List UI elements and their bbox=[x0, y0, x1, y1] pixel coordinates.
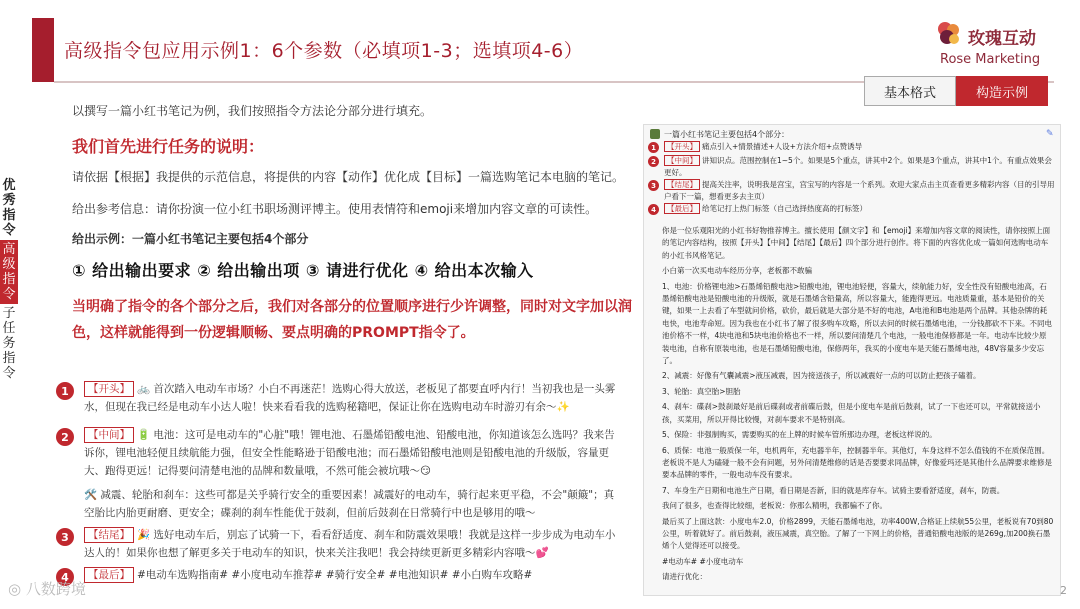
prompt-paragraph: 7、车身生产日期和电池生产日期，看日期是否新，旧的就是库存车。试骑主要看舒适度，刹车，防震。 bbox=[662, 485, 1005, 495]
logo-en-text: Rose Marketing bbox=[940, 52, 1041, 67]
task-paragraph-1: 请依据【根据】我提供的示范信息，将提供的内容【动作】优化成【目标】一篇选购笔记本电脑的笔记。 bbox=[72, 170, 625, 184]
prompt-paragraph: 1、电池：价格锂电池>石墨烯铅酸电池>铅酸电池，锂电池轻便，容量大，续航能力好，安全性没有铅酸电池高，石墨烯铅酸电池是铅酸电池的升级版，就是石墨烯含铅量高，所以容量大，能跑得更远。电池质量重，基本是铅价的关键，如果一上去看了车型就问价格，砍价，最后就是大部分是不好的电池，A电池和B电池是两个品牌。其他杂牌的耗电快，电池寿命短。因为我也在小红书了解了很多购车攻略，所以去问的时候石墨烯电池，一分钱都砍不下来。不同电池价格不一样，4块电池和5块电池价格也不一样，所以要问清楚几个电池，一般电池保修都是一年。电动车比较少原装电池，自称有原装电池，也是石墨烯铅酸电池，保修两年，我买的小度电车是天能石墨烯电池，48V容量多少安忘了。 bbox=[662, 281, 1052, 366]
brand-logo bbox=[930, 14, 1060, 70]
edit-pencil-icon[interactable]: ✎ bbox=[1046, 129, 1054, 139]
prompt-part-text: 给笔记打上热门标签（自己选择热度高的打标签） bbox=[702, 204, 867, 213]
prompt-header-text: 一篇小红书笔记主要包括4个部分： bbox=[664, 130, 790, 139]
prompt-part-text: 痛点引入+情景描述+人设+方法介绍+点赞诱导 bbox=[702, 142, 863, 151]
prompt-paragraph: #电动车# #小度电动车 bbox=[662, 556, 744, 566]
prompt-paragraph: 5、保险：非强制购买，需要购买的在上牌的时候车管所那边办理，老板这样说的。 bbox=[662, 430, 937, 440]
summary-text: 当明确了指令的各个部分之后，我们对各部分的位置顺序进行少许调整，同时对文字加以润色，这样就能得到一份逻辑顺畅、要点明确的PROMPT指令了。 bbox=[72, 299, 632, 341]
task-paragraph-2: 给出参考信息：请你扮演一位小红书职场测评博主。使用表情符和emoji来增加内容文章的可读性。 bbox=[72, 202, 598, 216]
side-nav-subtask[interactable]: 子任务指令 bbox=[2, 306, 16, 381]
step-number-badge: 1 bbox=[56, 382, 74, 400]
example-note bbox=[56, 368, 622, 596]
example-text: 🚲 首次踏入电动车市场？小白不再迷茫！选购心得大放送，老板见了都要直呼内行！当初我也是一头雾水，但现在我已经是电动车小达人啦！快来看看我的选购秘籍吧，保证让你在选购电动车时游刃有余～✨ bbox=[84, 383, 616, 413]
prompt-paragraph: 我问了很多，也查得比较细，老板说：你那么精明，我都骗不了你。 bbox=[662, 501, 887, 511]
step-number-badge: 3 bbox=[56, 528, 74, 546]
tab-construct-example[interactable]: 构造示例 bbox=[956, 76, 1048, 106]
side-nav-advanced[interactable]: 高级指令 bbox=[0, 240, 18, 304]
example-text: #电动车选购指南# #小度电动车推荐# #骑行安全# #电池知识# #小白购车攻略# bbox=[137, 569, 533, 581]
title-accent-bar bbox=[32, 18, 54, 82]
section-tag: 【中间】 bbox=[84, 427, 134, 443]
task-paragraph-3: 给出示例：一篇小红书笔记主要包括4个部分 bbox=[72, 232, 309, 246]
logo-cn-text: 玫瑰互动 bbox=[968, 29, 1036, 49]
intro-text: 以撰写一篇小红书笔记为例，我们按照指令方法论分部分进行填充。 bbox=[72, 104, 433, 118]
footer-brand: ◎ 八数跨境 bbox=[8, 580, 86, 598]
prompt-screenshot bbox=[643, 124, 1061, 596]
example-text: 🛠️ 减震、轮胎和刹车：这些可都是关乎骑行安全的重要因素！减震好的电动车，骑行起来更平稳，不会"颠簸"；真空胎比内胎更耐磨、更安全；碟刹的刹车性能优于鼓刹，但前后鼓刹在日常骑行中也是够用的哦～ bbox=[84, 489, 615, 519]
prompt-paragraph: 6、质保：电池一般质保一年，电机两年，充电器半年，控制器半年。其他灯，车身这样不怎么值钱的不在质保范围。老板说不是人为磕碰一般不会有问题，另外问清楚维修的话是否要要求同品牌，好像爱玛还是其他什么品牌要求维修是要本品牌的零件，一般电动车没有要求。 bbox=[662, 445, 1052, 480]
side-nav-excellent[interactable]: 优秀指令 bbox=[2, 178, 16, 238]
section-tag: 【最后】 bbox=[84, 567, 134, 583]
section-tag: 【最后】 bbox=[664, 203, 700, 214]
tab-basic-format[interactable]: 基本格式 bbox=[864, 76, 956, 106]
step-number-badge: 4 bbox=[648, 204, 659, 215]
step-number-badge: 1 bbox=[648, 142, 659, 153]
prompt-paragraph: 你是一位乐观阳光的小红书好物推荐博主。擅长使用【颜文字】和【emoji】来增加内容文章的阅读性，请你按照上面的笔记内容结构，按照【开头】【中间】【结尾】【最后】四个部分进行创作。将下面的内容优化成一篇如何选购电动车的小红书风格笔记。 bbox=[662, 226, 1051, 260]
prompt-part-text: 提高关注率，说明我是宫宝，宫宝写的内容是一个系列。欢迎大家点击主页查看更多精彩内容（目的引导用户看下一篇，想看更多去主页） bbox=[664, 180, 1055, 201]
prompt-paragraph: 4、刹车：碟刹>鼓刹最好是前后碟刹或者前碟后鼓，但是小度电车是前后鼓刹，试了一下也还可以，平常就接送小孩，买菜用，所以开得比较慢，对刹车要求不是特别高。 bbox=[662, 402, 1041, 424]
page-number: 2 bbox=[1060, 584, 1067, 597]
example-text: 🔋 电池：这可是电动车的"心脏"哦！锂电池、石墨烯铅酸电池、铅酸电池，你知道该怎么选吗？我来告诉你，锂电池轻便且续航能力强，但安全性能略逊于铅酸电池；而石墨烯铅酸电池则是铅酸电池的升级版，容量更大、跑得更远！记得要问清楚电池的品牌和数量哦，不然可能会被坑哦～😏 bbox=[84, 429, 615, 477]
footer-logo-icon: ◎ bbox=[8, 580, 26, 598]
section-tag: 【中间】 bbox=[664, 155, 700, 166]
prompt-paragraph: 请进行优化： bbox=[662, 572, 707, 582]
rose-logo-icon bbox=[934, 18, 964, 48]
section-tag: 【结尾】 bbox=[84, 527, 134, 543]
page-title: 高级指令包应用示例1：6个参数（必填项1-3；选填项4-6） bbox=[64, 40, 584, 62]
prompt-paragraph: 小白第一次买电动车经历分享，老板都不敢骗 bbox=[662, 266, 812, 276]
task-heading: 我们首先进行任务的说明： bbox=[72, 137, 265, 156]
section-tag: 【开头】 bbox=[664, 141, 700, 152]
side-nav bbox=[0, 176, 18, 383]
section-tag: 【结尾】 bbox=[664, 179, 700, 190]
step-number-badge: 2 bbox=[56, 428, 74, 446]
step-number-badge: 2 bbox=[648, 156, 659, 167]
step-number-badge: 3 bbox=[648, 180, 659, 191]
format-tabs bbox=[864, 76, 1048, 106]
prompt-paragraph: 2、减震：好像有气囊减震>液压减震，因为接送孩子，所以减震好一点的可以防止把孩子磕着。 bbox=[662, 371, 981, 381]
steps-line: ① 给出输出要求 ② 给出输出项 ③ 请进行优化 ④ 给出本次输入 bbox=[72, 261, 534, 280]
prompt-body bbox=[662, 225, 1054, 587]
example-text: 🎉 选好电动车后，别忘了试骑一下，看看舒适度、刹车和防震效果哦！我就是这样一步步成为电动车小达人的！如果你也想了解更多关于电动车的知识，快来关注我吧！我会持续更新更多精彩内容哦～💕 bbox=[84, 529, 616, 559]
step-number-badge: 4 bbox=[56, 568, 74, 586]
section-tag: 【开头】 bbox=[84, 381, 134, 397]
avatar bbox=[650, 129, 660, 139]
prompt-header bbox=[650, 129, 789, 140]
prompt-paragraph: 最后买了上面这款：小度电车2.0，价格2899，天能石墨烯电池，功率400W,合格证上续航55公里，老板说有70到80公里，听着就好了。前后鼓刹，液压减震，真空胎。了解了一下网上的价格，普通铅酸电池版的是269g,加200换石墨烯个人觉得还可以接受。 bbox=[662, 516, 1054, 551]
prompt-part-text: 讲知识点。范围控制在1~5个。如果是5个重点，讲其中2个。如果是3个重点，讲其中1个。有重点效果会更好。 bbox=[664, 156, 1052, 177]
prompt-paragraph: 3、轮胎：真空胎>胆胎 bbox=[662, 386, 741, 396]
